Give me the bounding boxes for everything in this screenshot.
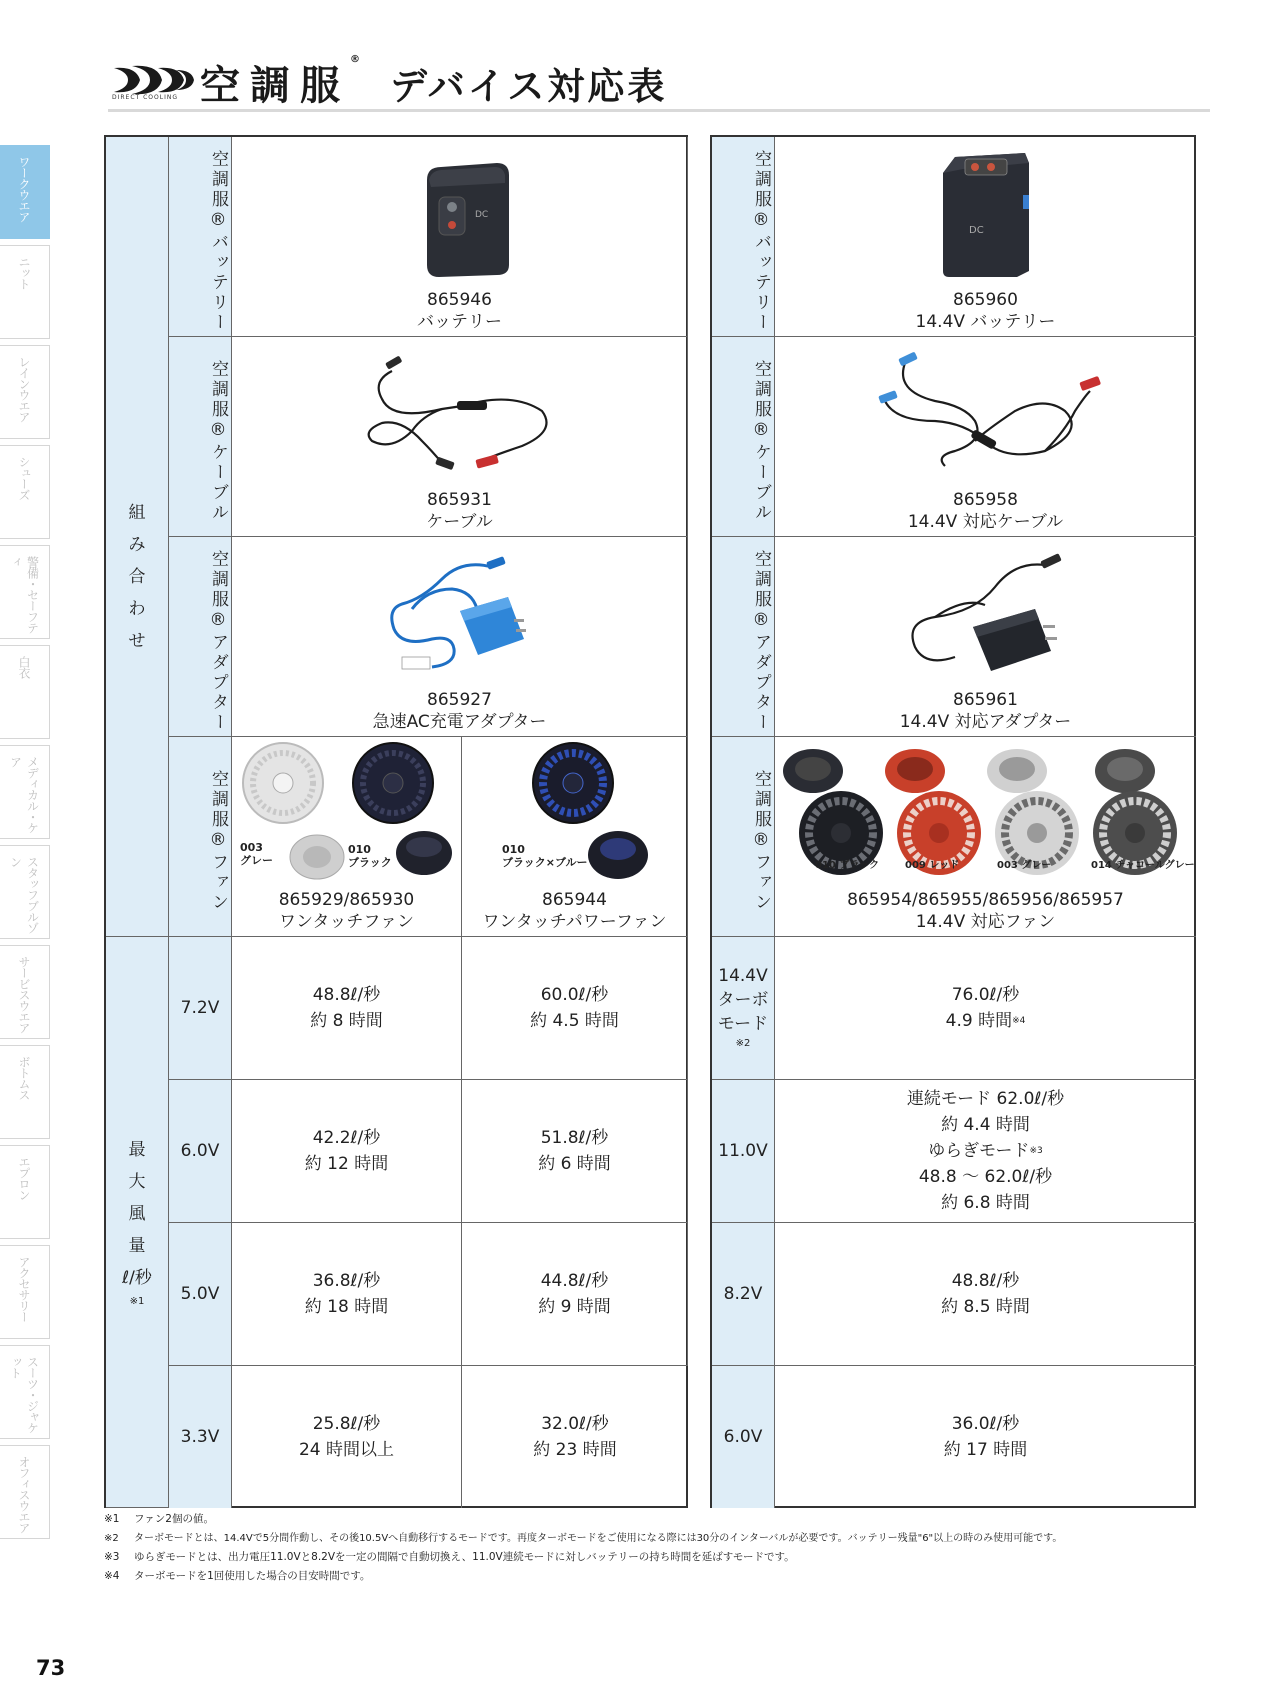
- product-cable-cell: [232, 337, 688, 537]
- r-row-label-adapter: 空調服®アダプター: [712, 537, 775, 737]
- cable-14v-name: 14.4V 対応ケーブル: [907, 512, 1064, 532]
- r-product-battery-cell: [775, 137, 1196, 337]
- cable-name: ケーブル: [426, 512, 493, 532]
- fan-14v-color-charcoal: 014 チャコールグレー: [1091, 860, 1195, 871]
- mode-11v-label: 11.0V: [712, 1080, 775, 1223]
- fan-power-image-icon: [528, 741, 618, 825]
- adapter-image-icon: [382, 549, 552, 684]
- adapter-code: 865927: [427, 690, 492, 710]
- svg-text:DC: DC: [475, 210, 489, 220]
- side-tab-knit[interactable]: ニット: [0, 245, 50, 339]
- side-tab-white-coat[interactable]: 白衣: [0, 645, 50, 739]
- fan-14v-code: 865954/865955/865956/865957: [847, 890, 1124, 910]
- product-fan-power-cell: [462, 737, 688, 937]
- side-tab-staff-blouson[interactable]: スタッフブルゾン: [0, 845, 50, 939]
- mode-6-0v-values: 36.0ℓ/秒 約 17 時間: [943, 1414, 1028, 1460]
- r-product-fan-cell: [775, 737, 1196, 937]
- side-tab-service[interactable]: サービスウエア: [0, 945, 50, 1039]
- battery-14v-name: 14.4V バッテリー: [915, 312, 1056, 332]
- group-max-airflow: 最 大 風 量 ℓ/秒 ※1: [106, 937, 169, 1508]
- fan-color-label-gray: 003 グレー: [240, 841, 273, 867]
- cable-code: 865931: [427, 490, 492, 510]
- product-adapter-cell: [232, 537, 688, 737]
- fan-14v-set-image-icon: [779, 743, 1193, 875]
- fan-14v-color-black: 010 ブラック: [815, 860, 880, 871]
- mode-11v-values: 連続モード 62.0ℓ/秒 約 4.4 時間 ゆらぎモード$^{※3}$ 48.8 ～ 62.0ℓ/秒 約 6.8 時間: [775, 1080, 1196, 1223]
- battery-code: 865946: [427, 290, 492, 310]
- cable-14v-image-icon: [875, 351, 1105, 486]
- adapter-14v-code: 865961: [953, 690, 1018, 710]
- footnote-4: ※4 ターボモードを1回使用した場合の目安時間です。: [104, 1570, 371, 1582]
- footnote-3: ※3 ゆらぎモードとは、出力電圧11.0Vと8.2Vを一定の間隔で自動切換え、11.0V連続モードに対しバッテリーの持ち時間を延ばすモードです。: [104, 1551, 795, 1563]
- right-compat-table-14v: [710, 135, 1196, 1508]
- row-label-adapter: 空調服®アダプター: [169, 537, 232, 737]
- mode-6-0v-label: 6.0V: [712, 1366, 775, 1508]
- battery-name: バッテリー: [417, 312, 502, 332]
- adapter-name: 急速AC充電アダプター: [372, 712, 547, 732]
- side-tab-accessory[interactable]: アクセサリー: [0, 1245, 50, 1339]
- r-product-adapter-cell: [775, 537, 1196, 737]
- cable-image-icon: [362, 351, 562, 486]
- logo-subtext: DIRECT COOLING: [112, 94, 178, 101]
- voltage-3-3: 3.3V: [169, 1366, 232, 1508]
- page-title: デバイス対応表: [390, 65, 668, 108]
- fan-14v-name: 14.4V 対応ファン: [915, 912, 1056, 932]
- r-row-label-battery: 空調服®バッテリー: [712, 137, 775, 337]
- side-tab-office[interactable]: オフィスウエア: [0, 1445, 50, 1539]
- footnote-1: ※1 ファン2個の値。: [104, 1513, 214, 1525]
- side-tab-bottoms[interactable]: ボトムス: [0, 1045, 50, 1139]
- fan-black-image-icon: [348, 741, 438, 825]
- side-tab-suit[interactable]: スーツ・ジャケット: [0, 1345, 50, 1439]
- r-row-label-cable: 空調服®ケーブル: [712, 337, 775, 537]
- left-compat-table: [104, 135, 688, 1508]
- category-side-tabs: [0, 145, 52, 1545]
- row-label-fan: 空調服®ファン: [169, 737, 232, 937]
- row-label-cable: 空調服®ケーブル: [169, 337, 232, 537]
- row-label-battery: 空調服®バッテリー: [169, 137, 232, 337]
- airflow-row3-fan1: 36.8ℓ/秒 約 18 時間: [232, 1223, 462, 1366]
- airflow-row1-fan2: 60.0ℓ/秒 約 4.5 時間: [462, 937, 688, 1080]
- airflow-row2-fan2: 51.8ℓ/秒 約 6 時間: [462, 1080, 688, 1223]
- fan-black-small-image-icon: [394, 829, 454, 877]
- voltage-5-0: 5.0V: [169, 1223, 232, 1366]
- adapter-14v-name: 14.4V 対応アダプター: [899, 712, 1072, 732]
- fan-gray-image-icon: [238, 741, 328, 825]
- r-product-cable-cell: [775, 337, 1196, 537]
- page-number: 73: [36, 1656, 66, 1680]
- adapter-14v-image-icon: [895, 547, 1085, 682]
- fan-power-small-image-icon: [586, 829, 650, 881]
- svg-text:DC: DC: [969, 225, 984, 236]
- airflow-row4-fan1: 25.8ℓ/秒 24 時間以上: [232, 1366, 462, 1508]
- fan-onetouch-code: 865929/865930: [278, 890, 415, 910]
- airflow-row1-fan1: 48.8ℓ/秒 約 8 時間: [232, 937, 462, 1080]
- airflow-row2-fan1: 42.2ℓ/秒 約 12 時間: [232, 1080, 462, 1223]
- voltage-7-2: 7.2V: [169, 937, 232, 1080]
- airflow-row4-fan2: 32.0ℓ/秒 約 23 時間: [533, 1414, 617, 1460]
- group-combination: 組 み 合 わ せ: [106, 137, 169, 937]
- side-tab-rainwear[interactable]: レインウエア: [0, 345, 50, 439]
- fan-14v-color-red: 009 レッド: [905, 860, 960, 871]
- product-fan-onetouch-cell: [232, 737, 462, 937]
- fan-color-label-black-blue: 010 ブラック×ブルー: [502, 843, 588, 869]
- mode-8-2v-label: 8.2V: [712, 1223, 775, 1366]
- side-tab-medical[interactable]: メディカル・ケア: [0, 745, 50, 839]
- fan-power-code: 865944: [542, 890, 607, 910]
- side-tab-shoes[interactable]: シューズ: [0, 445, 50, 539]
- page-header: [108, 52, 1210, 112]
- r-row-label-fan: 空調服®ファン: [712, 737, 775, 937]
- product-battery-cell: [232, 137, 688, 337]
- brand-name: 空調服®: [200, 54, 360, 109]
- footnotes: [104, 1510, 1224, 1586]
- mode-turbo-values: 76.0ℓ/秒 4.9 時間$^{※4}$: [775, 937, 1196, 1080]
- cable-14v-code: 865958: [953, 490, 1018, 510]
- side-tab-security[interactable]: 警備・セーフティ: [0, 545, 50, 639]
- side-tab-apron[interactable]: エプロン: [0, 1145, 50, 1239]
- fan-onetouch-name: ワンタッチファン: [279, 912, 414, 932]
- mode-turbo-label: 14.4V ターボ モード ※2: [712, 937, 775, 1080]
- side-tab-workwear[interactable]: ワークウエア: [0, 145, 50, 239]
- fan-power-name: ワンタッチパワーファン: [482, 912, 667, 932]
- battery-14v-code: 865960: [953, 290, 1018, 310]
- battery-14v-image-icon: [935, 143, 1035, 283]
- fan-color-label-black: 010 ブラック: [348, 843, 392, 869]
- fan-14v-color-gray: 003 グレー: [997, 860, 1052, 871]
- footnote-2: ※2 ターボモードとは、14.4Vで5分間作動し、その後10.5Vへ自動移行するモードです。再度ターボモードをご使用になる際には30分のインターバルが必要です。バッテリー残量"6"以上の時のみ使用可能です。: [104, 1533, 1063, 1544]
- mode-8-2v-values: 48.8ℓ/秒 約 8.5 時間: [775, 1223, 1196, 1366]
- voltage-6-0: 6.0V: [169, 1080, 232, 1223]
- airflow-row3-fan2: 44.8ℓ/秒 約 9 時間: [462, 1223, 688, 1366]
- battery-image-icon: [417, 155, 512, 280]
- fan-gray-small-image-icon: [288, 833, 346, 881]
